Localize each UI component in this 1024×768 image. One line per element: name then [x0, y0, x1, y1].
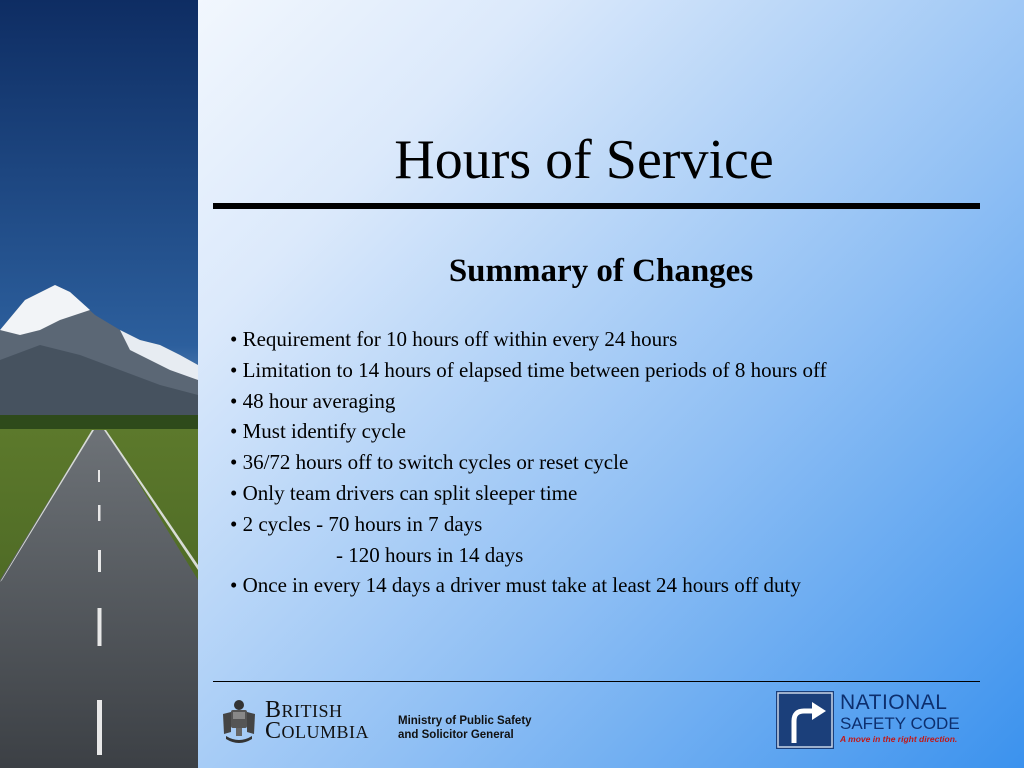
bullet-list: [230, 324, 1010, 601]
slide-title: Hours of Service: [394, 129, 774, 191]
bullet-item: • 36/72 hours off to switch cycles or reset cycle: [230, 450, 629, 475]
bc-wordmark-line2: COLUMBIA: [265, 718, 370, 744]
bullet-continuation: - 120 hours in 14 days: [336, 542, 524, 567]
bullet-item: • Once in every 14 days a driver must take at least 24 hours off duty: [230, 573, 801, 598]
slide-subtitle: Summary of Changes: [448, 253, 754, 289]
bullet-item: • 48 hour averaging: [230, 388, 396, 413]
bc-coat-of-arms-icon: [218, 698, 260, 746]
title-divider: [213, 203, 980, 209]
bc-wordmark: [265, 697, 375, 744]
ministry-name: Ministry of Public Safety and Solicitor General: [398, 715, 532, 741]
bullet-item: • Requirement for 10 hours off within every 24 hours: [230, 327, 678, 351]
nsc-wordmark: NATIONAL SAFETY CODE A move in the right direction.: [840, 691, 960, 744]
bullet-item: • 2 cycles - 70 hours in 7 days: [230, 511, 483, 536]
bullet-item: • Must identify cycle: [230, 419, 406, 444]
footer-divider: [213, 681, 980, 682]
bullet-item: • Only team drivers can split sleeper time: [230, 480, 578, 505]
bc-wordmark-line1: BRITISH: [265, 697, 343, 723]
right-turn-arrow-icon: [776, 691, 834, 749]
bullet-item: • Limitation to 14 hours of elapsed time between periods of 8 hours off: [230, 357, 827, 382]
mountain-road-photo: [0, 0, 198, 768]
